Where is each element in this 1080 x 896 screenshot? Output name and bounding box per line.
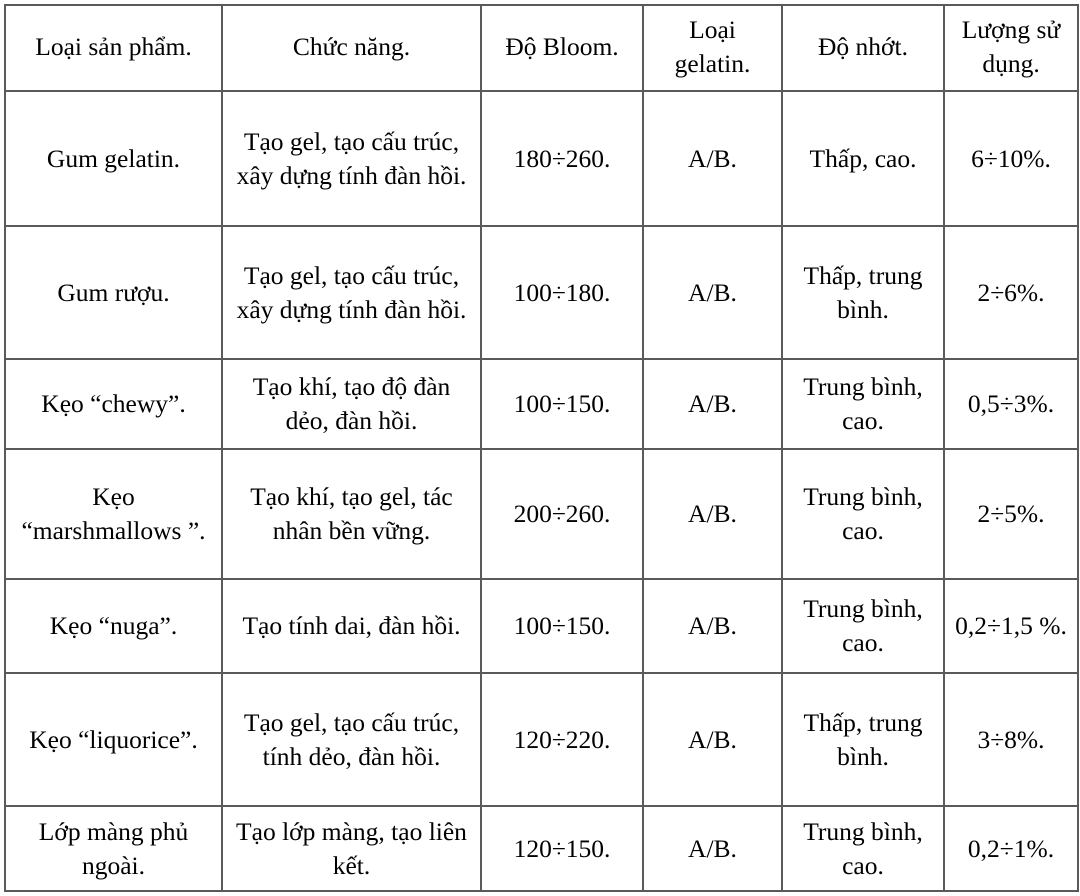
cell-usage-amount: 6÷10%. [944, 91, 1078, 226]
cell-function: Tạo lớp màng, tạo liên kết. [222, 806, 481, 891]
cell-function: Tạo gel, tạo cấu trúc, xây dựng tính đàn hồi. [222, 91, 481, 226]
cell-gelatin-type: A/B. [643, 579, 782, 673]
cell-viscosity: Trung bình, cao. [782, 359, 944, 449]
table-header-row [5, 5, 1078, 91]
cell-product-type: Kẹo “marshmallows ”. [5, 449, 222, 579]
column-header-gelatin-type [643, 5, 782, 91]
cell-usage-amount: 0,2÷1%. [944, 806, 1078, 891]
cell-viscosity: Trung bình, cao. [782, 579, 944, 673]
table-row [5, 91, 1078, 226]
header-label: Lượng sử dụng. [961, 15, 1061, 78]
cell-viscosity: Trung bình, cao. [782, 806, 944, 891]
cell-function: Tạo gel, tạo cấu trúc, tính dẻo, đàn hồi. [222, 673, 481, 806]
cell-bloom: 100÷150. [481, 579, 643, 673]
cell-usage-amount: 0,5÷3%. [944, 359, 1078, 449]
header-label: Độ Bloom. [505, 32, 619, 62]
column-header-usage-amount [944, 5, 1078, 91]
cell-gelatin-type: A/B. [643, 91, 782, 226]
column-header-product-type [5, 5, 222, 91]
header-label: Loại gelatin. [674, 15, 751, 78]
cell-product-type: Kẹo “liquorice”. [5, 673, 222, 806]
cell-product-type: Gum gelatin. [5, 91, 222, 226]
cell-function: Tạo tính dai, đàn hồi. [222, 579, 481, 673]
cell-product-type: Kẹo “chewy”. [5, 359, 222, 449]
cell-usage-amount: 2÷5%. [944, 449, 1078, 579]
cell-usage-amount: 0,2÷1,5 %. [944, 579, 1078, 673]
cell-gelatin-type: A/B. [643, 673, 782, 806]
column-header-viscosity [782, 5, 944, 91]
header-label: Loại sản phẩm. [35, 32, 192, 62]
cell-product-type: Gum rượu. [5, 226, 222, 359]
table-row [5, 226, 1078, 359]
column-header-bloom [481, 5, 643, 91]
cell-viscosity: Thấp, cao. [782, 91, 944, 226]
gelatin-product-table [4, 4, 1079, 892]
cell-bloom: 120÷220. [481, 673, 643, 806]
cell-bloom: 100÷180. [481, 226, 643, 359]
column-header-function [222, 5, 481, 91]
cell-function: Tạo khí, tạo độ đàn dẻo, đàn hồi. [222, 359, 481, 449]
cell-bloom: 100÷150. [481, 359, 643, 449]
table-row [5, 673, 1078, 806]
cell-bloom: 200÷260. [481, 449, 643, 579]
cell-product-type: Lớp màng phủ ngoài. [5, 806, 222, 891]
cell-usage-amount: 2÷6%. [944, 226, 1078, 359]
cell-usage-amount: 3÷8%. [944, 673, 1078, 806]
table-row [5, 579, 1078, 673]
cell-product-type: Kẹo “nuga”. [5, 579, 222, 673]
table-row [5, 449, 1078, 579]
cell-function: Tạo khí, tạo gel, tác nhân bền vững. [222, 449, 481, 579]
table-row [5, 806, 1078, 891]
cell-bloom: 180÷260. [481, 91, 643, 226]
cell-gelatin-type: A/B. [643, 449, 782, 579]
cell-bloom: 120÷150. [481, 806, 643, 891]
header-label: Chức năng. [292, 32, 411, 62]
cell-viscosity: Thấp, trung bình. [782, 673, 944, 806]
table-row [5, 359, 1078, 449]
cell-function: Tạo gel, tạo cấu trúc, xây dựng tính đàn hồi. [222, 226, 481, 359]
header-label: Độ nhớt. [818, 32, 908, 62]
cell-gelatin-type: A/B. [643, 226, 782, 359]
cell-gelatin-type: A/B. [643, 359, 782, 449]
cell-viscosity: Thấp, trung bình. [782, 226, 944, 359]
cell-viscosity: Trung bình, cao. [782, 449, 944, 579]
cell-gelatin-type: A/B. [643, 806, 782, 891]
